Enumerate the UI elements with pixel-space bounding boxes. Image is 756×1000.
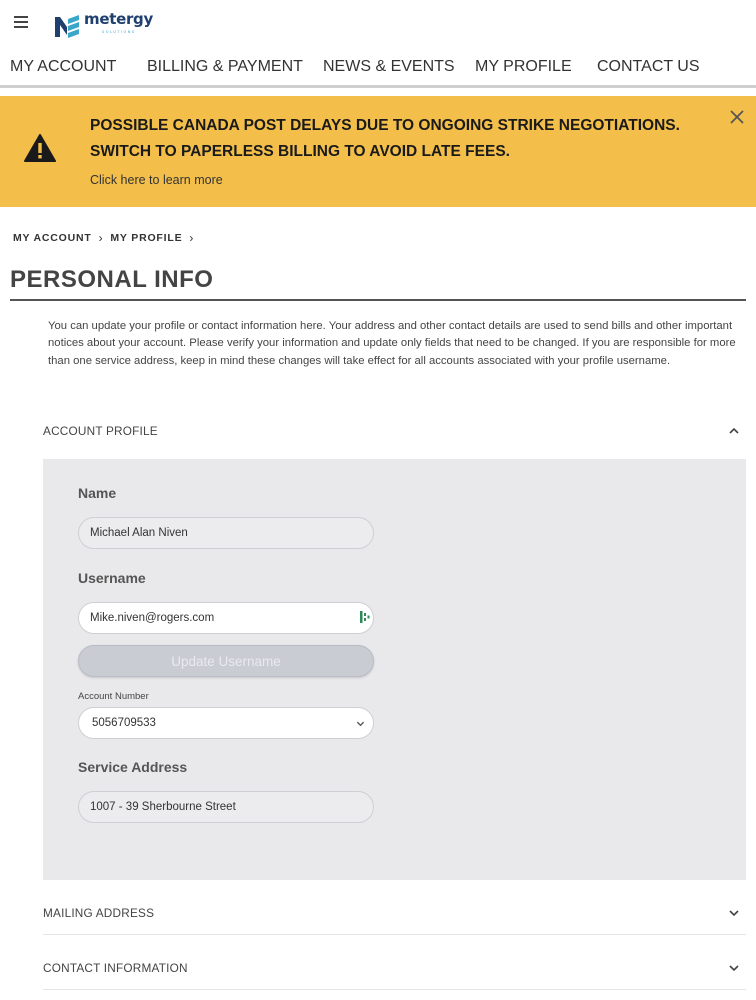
breadcrumb: [13, 231, 201, 245]
contact-information-label: CONTACT INFORMATION: [43, 961, 188, 975]
name-input[interactable]: [78, 517, 374, 549]
metergy-logo[interactable]: [54, 12, 153, 40]
chevron-right-icon: ›: [189, 231, 195, 245]
account-number-select[interactable]: [78, 707, 374, 739]
service-address-label: Service Address: [78, 759, 188, 775]
contact-information-header[interactable]: [43, 955, 746, 981]
nav-news-events[interactable]: NEWS & EVENTS: [323, 58, 455, 75]
chevron-down-icon: [728, 962, 740, 974]
hamburger-menu-icon[interactable]: [14, 16, 28, 30]
mailing-address-label: MAILING ADDRESS: [43, 906, 155, 920]
nav-divider: [0, 85, 756, 88]
account-profile-label: ACCOUNT PROFILE: [43, 424, 158, 438]
chevron-right-icon: ›: [98, 231, 104, 245]
username-label: Username: [78, 570, 146, 586]
chevron-up-icon: [728, 425, 740, 437]
page-title: PERSONAL INFO: [10, 266, 214, 293]
banner-learn-more-link[interactable]: Click here to learn more: [90, 173, 223, 187]
mailing-address-header[interactable]: [43, 900, 746, 926]
account-number-label: Account Number: [78, 691, 149, 702]
warning-icon: [24, 134, 56, 162]
service-address-input[interactable]: [78, 791, 374, 823]
nav-my-profile[interactable]: MY PROFILE: [475, 58, 572, 75]
section-divider: [43, 934, 746, 935]
update-username-button[interactable]: Update Username: [78, 645, 374, 677]
nav-my-account[interactable]: MY ACCOUNT: [10, 58, 117, 75]
logo-mark-icon: [54, 13, 80, 39]
intro-text: You can update your profile or contact information here. Your address and other contact details are used to send bills and other important notices about your account. Please verify your information and update only fields that need to be changed. If you are responsible for more than one service address, keep in mind these changes will take effect for all accounts associated with your profile username.: [48, 320, 736, 367]
name-label: Name: [78, 485, 117, 501]
chevron-down-icon: [356, 719, 365, 728]
title-divider: [10, 299, 746, 301]
section-divider: [43, 989, 746, 990]
password-manager-icon[interactable]: [359, 610, 371, 624]
main-nav: [0, 52, 756, 82]
close-icon[interactable]: [727, 107, 747, 127]
logo-subline: SOLUTIONS: [102, 30, 136, 34]
chevron-down-icon: [728, 907, 740, 919]
breadcrumb-my-profile[interactable]: MY PROFILE: [110, 232, 183, 244]
account-number-value: 5056709533: [92, 717, 156, 729]
username-input[interactable]: [78, 602, 374, 634]
account-profile-header[interactable]: [43, 418, 746, 444]
breadcrumb-my-account[interactable]: MY ACCOUNT: [13, 232, 92, 244]
banner-message: POSSIBLE CANADA POST DELAYS DUE TO ONGOING STRIKE NEGOTIATIONS. SWITCH TO PAPERLESS BILLING TO AVOID LATE FEES.: [90, 117, 680, 160]
nav-billing-payment[interactable]: BILLING & PAYMENT: [147, 58, 303, 75]
top-bar: [0, 0, 756, 50]
logo-wordmark: metergy: [84, 10, 153, 28]
nav-contact-us[interactable]: CONTACT US: [597, 58, 700, 75]
